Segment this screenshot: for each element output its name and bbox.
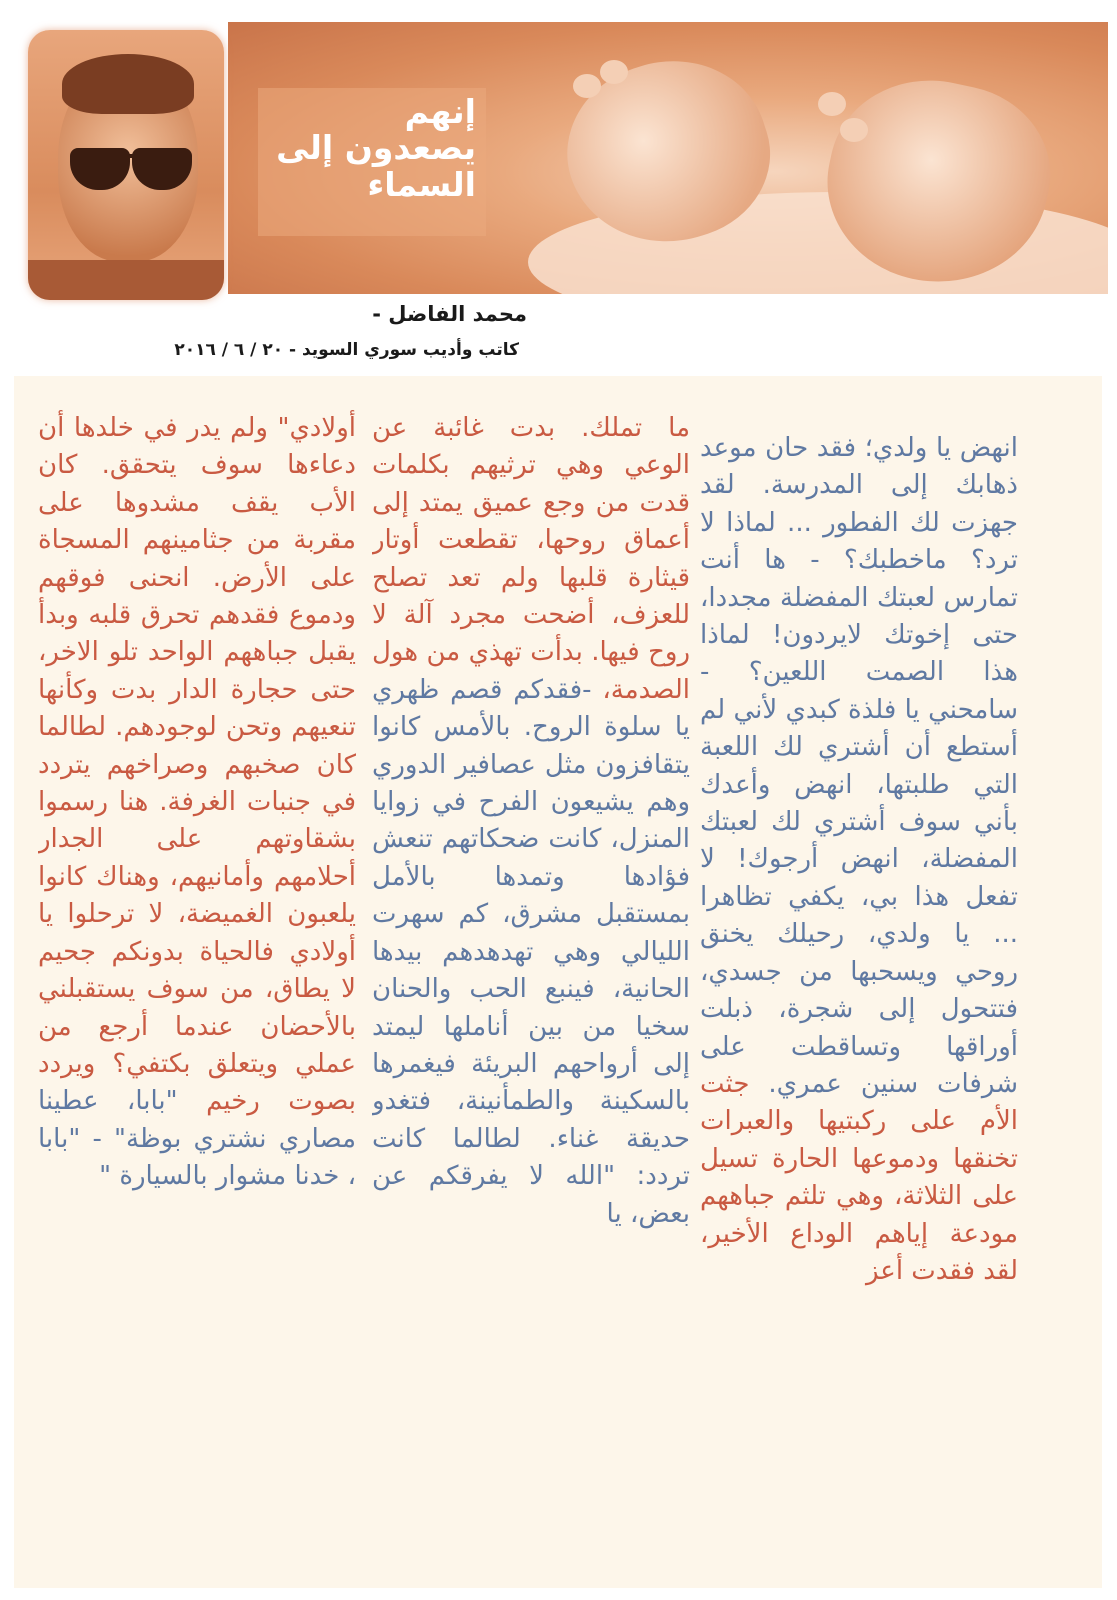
portrait-shirt bbox=[28, 260, 224, 300]
text-run: -فقدكم قصم ظهري يا سلوة الروح. بالأمس كانوا يتقافزون مثل عصافير الدوري وهم يشيعون الفرح في زوايا المنزل، كانت ضحكاتهم تنعش فؤادها وتمدها بالأمل بمستقبل مشرق، كم سهرت الليالي وهي تهدهدهم بيدها الحانية، فينبع الحب والحنان سخيا من بين أناملها ليمتد إلى أرواحهم البريئة فيغمرها بالسكينة والطمأنينة، فتغدو حديقة غناء. لطالما كانت تردد: bbox=[372, 674, 690, 1192]
text-run: انهض يا ولدي؛ فقد حان موعد ذهابك إلى المدرسة. لقد جهزت لك الفطور ... لماذا لا ترد؟ ماخطبك؟ - ها أنت تمارس لعبتك المفضلة مجددا، حتى إخوتك لايردون! لماذا هذا الصمت اللعين؟ - سامحني يا فلذة كبدي لأني لم أستطع أن أشتري لك اللعبة التي طلبتها، انهض وأعدك بأني سوف أشتري لك لعبتك المفضلة، انهض أرجوك! لا تفعل هذا بي، يكفي تظاهرا ... يا ولدي، رحيلك يخنق روحي ويسحبها من جسدي، فتتحول إلى شجرة، ذبلت أوراقها وتساقطت على شرفات سنين عمري. bbox=[700, 433, 1018, 1099]
article-title bbox=[258, 88, 486, 236]
text-run: جثت الأم على ركبتيها والعبرات تخنقها ودموعها الحارة تسيل على الثلاثة، وهي تلثم جباههم مودعة إياهم الوداع الأخير، لقد فقدت أعز bbox=[700, 1068, 1018, 1286]
text-run: "بابا، عطينا مصاري نشتري بوظة" - "بابا ، خدنا مشوار بالسيارة " bbox=[38, 1086, 356, 1192]
author-portrait bbox=[28, 30, 224, 300]
sunglasses-bridge bbox=[122, 154, 134, 158]
title-line: إنهم bbox=[404, 92, 476, 131]
toe-shape bbox=[573, 74, 601, 98]
article-column-1 bbox=[700, 430, 1018, 1600]
toe-shape bbox=[840, 118, 868, 142]
title-line: يصعدون إلى bbox=[276, 128, 476, 168]
author-byline: كاتب وأديب سوري السويد - ٢٠ / ٦ / ٢٠١٦ bbox=[174, 340, 519, 360]
text-run: "الله لا يفرقكم عن بعض، يا bbox=[372, 1161, 690, 1229]
text-run: أولادي" ولم يدر في خلدها أن دعاءها سوف يتحقق. كان الأب يقف مشدوها على مقربة من جثامينهم المسجاة على الأرض. انحنى فوقهم ودموع فقدهم تحرق قلبه وبدأ يقبل جباههم الواحد تلو الاخر، حتى حجارة الدار بدت وكأنها تنعيهم وتحن لوجودهم. لطالما كان صخبهم وصراخهم يتردد في جنبات الغرفة. هنا رسموا بشقاوتهم على الجدار أحلامهم وأمانيهم، وهناك كانوا يلعبون الغميضة، لا ترحلوا يا أولادي فالحياة بدونكم جحيم لا يطاق، من سوف يستقبلني بالأحضان عندما أرجع من عملي ويتعلق بكتفي؟ ويردد بصوت رخيم bbox=[38, 413, 356, 1117]
toe-shape bbox=[818, 92, 846, 116]
article-column-2 bbox=[372, 410, 690, 1580]
title-line: السماء bbox=[367, 164, 476, 204]
text-run: ما تملك. بدت غائبة عن الوعي وهي ترثيهم بكلمات قدت من وجع عميق يمتد إلى أعماق روحها، تقطعت أوتار قيثارة قلبها ولم تعد تصلح للعزف، أضحت مجرد آلة لا روح فيها. بدأت تهذي من هول الصدمة، bbox=[372, 413, 690, 705]
article-column-3 bbox=[38, 410, 356, 1580]
author-name: محمد الفاضل - bbox=[372, 302, 527, 326]
portrait-hair bbox=[62, 54, 194, 114]
toe-shape bbox=[600, 60, 628, 84]
